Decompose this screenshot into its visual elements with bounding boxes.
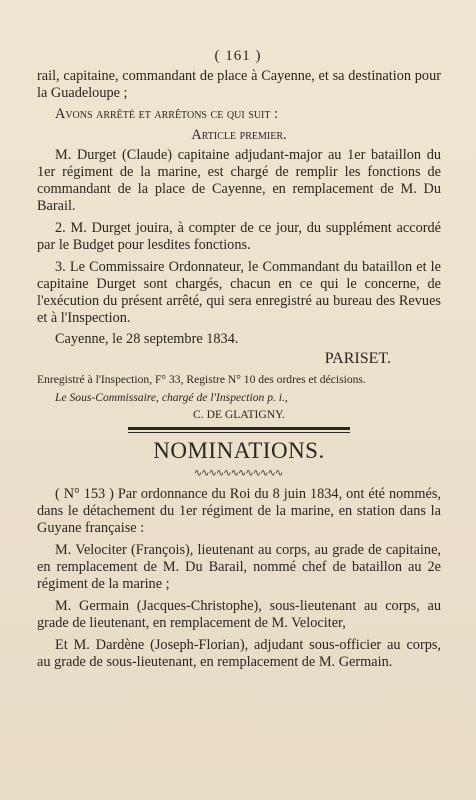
signature-glatigny: C. DE GLATIGNY. — [193, 408, 285, 421]
double-rule-thin — [128, 432, 350, 433]
decree-body — [37, 68, 441, 422]
page-number: ( 161 ) — [214, 48, 262, 64]
paragraph-avons: Avons arrêté et arrêtons ce qui suit : — [55, 106, 279, 122]
nomination-intro: ( N° 153 ) Par ordonnance du Roi du 8 juin 1834, ont été nommés, dans le détachement du 1er régiment de la marine, en station dans la Guyane française : — [37, 486, 441, 536]
nomination-dardene: Et M. Dardène (Joseph-Florian), adjudant sous-officier au corps, au grade de sous-lieutenant, en remplacement de M. Germain. — [37, 637, 441, 670]
nomination-velociter: M. Velociter (François), lieutenant au corps, au grade de capitaine, en remplacement de M. Du Barail, nommé chef de bataillon au 2e régiment de la marine ; — [37, 542, 441, 592]
registration-line: Enregistré à l'Inspection, F° 33, Registre N° 10 des ordres et décisions. — [37, 373, 366, 386]
double-rule-thick — [128, 427, 350, 430]
article-2: 2. M. Durget jouira, à compter de ce jour, du supplément accordé par le Budget pour lesdites fonctions. — [37, 220, 441, 253]
date-line: Cayenne, le 28 septembre 1834. — [55, 331, 239, 347]
nomination-germain: M. Germain (Jacques-Christophe), sous-lieutenant au corps, au grade de lieutenant, en remplacement de M. Velociter, — [37, 598, 441, 631]
article-heading: Article premier. — [191, 127, 287, 143]
article-3: 3. Le Commissaire Ordonnateur, le Commandant du bataillon et le capitaine Durget sont chargés, chacun en ce qui le concerne, de l'exécution du présent arrêté, qui sera enregistré au bureau des Revues et à l'Inspection. — [37, 259, 441, 326]
article-1: M. Durget (Claude) capitaine adjudant-major au 1er bataillon du 1er régiment de la marine, est chargé de remplir les fonctions de commandant de la place de Cayenne, en remplacement de M. Du Barail. — [37, 147, 441, 214]
subcommissaire-line: Le Sous-Commissaire, chargé de l'Inspection p. i., — [55, 391, 288, 404]
signature-pariset: PARISET. — [324, 350, 391, 367]
ornament-divider: ∿∿∿∿∿∿∿∿∿∿∿∿ — [193, 468, 283, 479]
nominations-body — [37, 486, 441, 671]
paragraph-intro: rail, capitaine, commandant de place à Cayenne, et sa destination pour la Guadeloupe ; — [37, 68, 441, 101]
section-title: NOMINATIONS. — [153, 438, 325, 463]
nominations-section — [37, 438, 441, 464]
